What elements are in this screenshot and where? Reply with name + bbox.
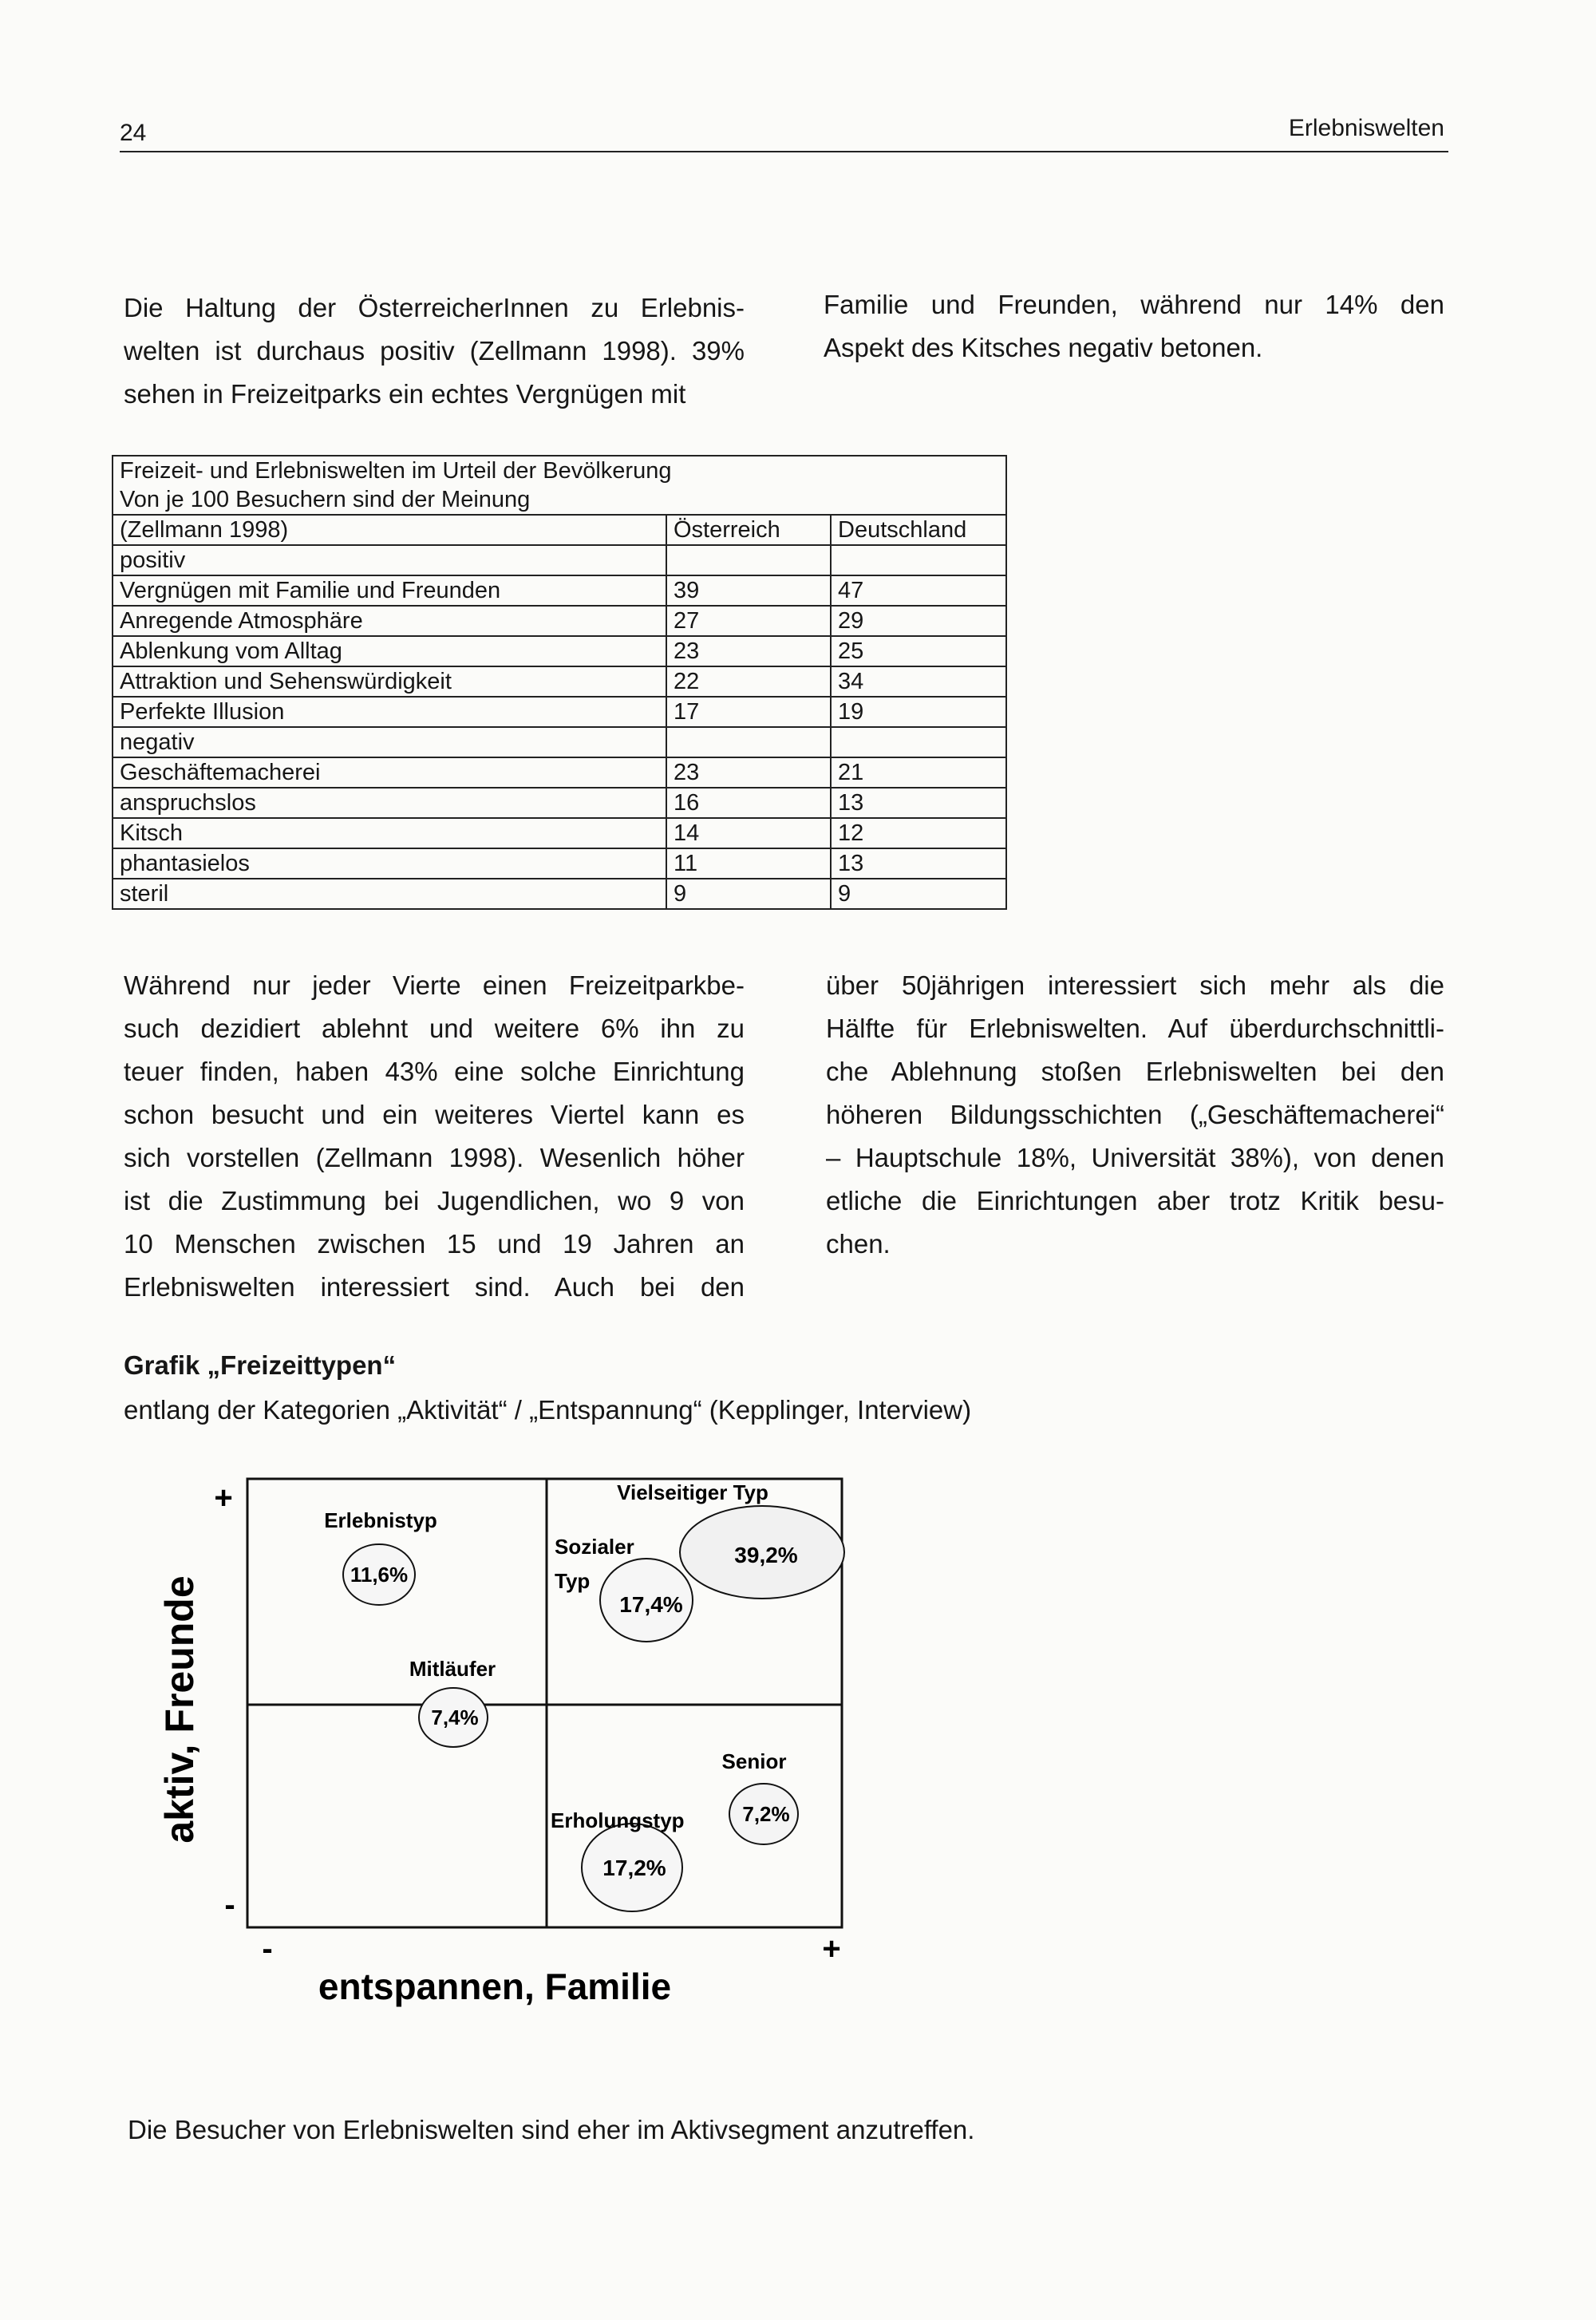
table-title: Freizeit- und Erlebniswelten im Urteil der Bevölkerung bbox=[113, 456, 1006, 485]
value-de: 29 bbox=[831, 606, 1006, 636]
value-de: 13 bbox=[831, 848, 1006, 879]
text-line: Während nur jeder Vierte einen Freizeitparkbe- bbox=[124, 970, 745, 1000]
table-row bbox=[113, 757, 1006, 788]
table-source: (Zellmann 1998) bbox=[113, 515, 666, 545]
value-at: 16 bbox=[666, 788, 831, 818]
segment-label-sozial-line2: Typ bbox=[555, 1569, 591, 1593]
value-at: 23 bbox=[666, 636, 831, 666]
segment-label-sozial-line1: Sozialer bbox=[555, 1535, 634, 1559]
text-line: über 50jährigen interessiert sich mehr als die bbox=[826, 970, 1444, 1000]
text-line: chen. bbox=[826, 1229, 891, 1259]
segment-label-erlebnis: Erlebnistyp bbox=[324, 1508, 437, 1532]
text-line: ist die Zustimmung bei Jugendlichen, wo 9 von bbox=[124, 1186, 745, 1215]
text-line: schon besucht und ein weiteres Viertel kann es bbox=[124, 1100, 745, 1129]
row-label: steril bbox=[113, 879, 666, 909]
figure-title: Grafik „Freizeittypen“ bbox=[124, 1350, 397, 1380]
x-axis-title: entspannen, Familie bbox=[318, 1966, 672, 2007]
segment-label-mitlaeufer: Mitläufer bbox=[409, 1657, 496, 1681]
page-number: 24 bbox=[120, 120, 147, 146]
segment-label-vielseitig: Vielseitiger Typ bbox=[617, 1480, 768, 1504]
column-header-deutschland: Deutschland bbox=[831, 515, 1006, 545]
table-row bbox=[113, 606, 1006, 636]
table-row bbox=[113, 697, 1006, 727]
section-label: positiv bbox=[113, 545, 666, 575]
value-at: 11 bbox=[666, 848, 831, 879]
intro-right-column bbox=[824, 283, 1444, 370]
row-label: Geschäftemacherei bbox=[113, 757, 666, 788]
table-title-row bbox=[113, 456, 1006, 485]
running-header-title: Erlebniswelten bbox=[1288, 115, 1444, 141]
segment-label-senior: Senior bbox=[721, 1749, 787, 1773]
text-line: Erlebniswelten interessiert sind. Auch bei den bbox=[124, 1272, 745, 1302]
value-de: 25 bbox=[831, 636, 1006, 666]
text-line: Die Haltung der ÖsterreicherInnen zu Erlebnis- bbox=[124, 293, 745, 322]
text-line: höheren Bildungsschichten („Geschäftemacherei“ bbox=[826, 1100, 1444, 1129]
section-label: negativ bbox=[113, 727, 666, 757]
value-at: 39 bbox=[666, 575, 831, 606]
row-label: Attraktion und Sehenswürdigkeit bbox=[113, 666, 666, 697]
table-row bbox=[113, 879, 1006, 909]
segment-value-vielseitig: 39,2% bbox=[734, 1543, 798, 1567]
section-row-negative bbox=[113, 727, 1006, 757]
y-min-label: - bbox=[224, 1887, 235, 1923]
row-label: phantasielos bbox=[113, 848, 666, 879]
text-line: welten ist durchaus positiv (Zellmann 1998). 39% bbox=[124, 336, 745, 366]
text-line: Aspekt des Kitsches negativ betonen. bbox=[824, 333, 1263, 362]
table-subtitle-row bbox=[113, 485, 1006, 515]
value-de: 47 bbox=[831, 575, 1006, 606]
segment-value-mitlaeufer: 7,4% bbox=[431, 1705, 479, 1729]
text-line: etliche die Einrichtungen aber trotz Kritik besu- bbox=[826, 1186, 1444, 1215]
value-de: 12 bbox=[831, 818, 1006, 848]
row-label: Ablenkung vom Alltag bbox=[113, 636, 666, 666]
table-row bbox=[113, 575, 1006, 606]
table-row bbox=[113, 666, 1006, 697]
text-line: Familie und Freunden, während nur 14% den bbox=[824, 290, 1444, 319]
intro-left-column bbox=[124, 287, 745, 416]
row-label: Perfekte Illusion bbox=[113, 697, 666, 727]
header-rule bbox=[120, 151, 1448, 152]
text-line: sich vorstellen (Zellmann 1998). Wesenlich höher bbox=[124, 1143, 745, 1172]
row-label: anspruchslos bbox=[113, 788, 666, 818]
segment-value-senior: 7,2% bbox=[742, 1802, 790, 1826]
body-left-column bbox=[124, 964, 745, 1309]
text-line: teuer finden, haben 43% eine solche Einrichtung bbox=[124, 1057, 745, 1086]
x-max-label: + bbox=[822, 1931, 841, 1966]
x-min-label: - bbox=[262, 1931, 273, 1966]
body-right-column bbox=[826, 964, 1444, 1266]
value-at: 23 bbox=[666, 757, 831, 788]
value-de: 34 bbox=[831, 666, 1006, 697]
value-at: 22 bbox=[666, 666, 831, 697]
table-header-row bbox=[113, 515, 1006, 545]
value-at: 14 bbox=[666, 818, 831, 848]
text-line: such dezidiert ablehnt und weitere 6% ihn zu bbox=[124, 1014, 745, 1043]
value-at: 27 bbox=[666, 606, 831, 636]
row-label: Vergnügen mit Familie und Freunden bbox=[113, 575, 666, 606]
table-row bbox=[113, 788, 1006, 818]
value-de: 13 bbox=[831, 788, 1006, 818]
table-subtitle: Von je 100 Besuchern sind der Meinung bbox=[113, 485, 1006, 515]
value-de: 21 bbox=[831, 757, 1006, 788]
table-row bbox=[113, 818, 1006, 848]
row-label: Kitsch bbox=[113, 818, 666, 848]
text-line: – Hauptschule 18%, Universität 38%), von denen bbox=[826, 1143, 1444, 1172]
value-de: 19 bbox=[831, 697, 1006, 727]
text-line: sehen in Freizeitparks ein echtes Vergnügen mit bbox=[124, 379, 686, 409]
segment-value-sozial: 17,4% bbox=[619, 1592, 683, 1617]
table-row bbox=[113, 636, 1006, 666]
table-row bbox=[113, 848, 1006, 879]
y-max-label: + bbox=[214, 1480, 233, 1516]
column-header-oesterreich: Österreich bbox=[666, 515, 831, 545]
freizeittypen-chart bbox=[144, 1460, 910, 2035]
segment-value-erlebnis: 11,6% bbox=[350, 1563, 409, 1587]
survey-table bbox=[112, 455, 1007, 910]
segment-value-erholung: 17,2% bbox=[602, 1856, 666, 1880]
segment-label-erholung: Erholungstyp bbox=[551, 1808, 685, 1832]
text-line: Hälfte für Erlebniswelten. Auf überdurchschnittli- bbox=[826, 1014, 1444, 1043]
section-row-positive bbox=[113, 545, 1006, 575]
y-axis-title: aktiv, Freunde bbox=[157, 1575, 202, 1844]
text-line: 10 Menschen zwischen 15 und 19 Jahren an bbox=[124, 1229, 745, 1259]
text-line: che Ablehnung stoßen Erlebniswelten bei den bbox=[826, 1057, 1444, 1086]
value-de: 9 bbox=[831, 879, 1006, 909]
value-at: 9 bbox=[666, 879, 831, 909]
row-label: Anregende Atmosphäre bbox=[113, 606, 666, 636]
value-at: 17 bbox=[666, 697, 831, 727]
figure-caption: Die Besucher von Erlebniswelten sind eher im Aktivsegment anzutreffen. bbox=[128, 2115, 975, 2144]
figure-subtitle: entlang der Kategorien „Aktivität“ / „Entspannung“ (Kepplinger, Interview) bbox=[124, 1395, 972, 1425]
